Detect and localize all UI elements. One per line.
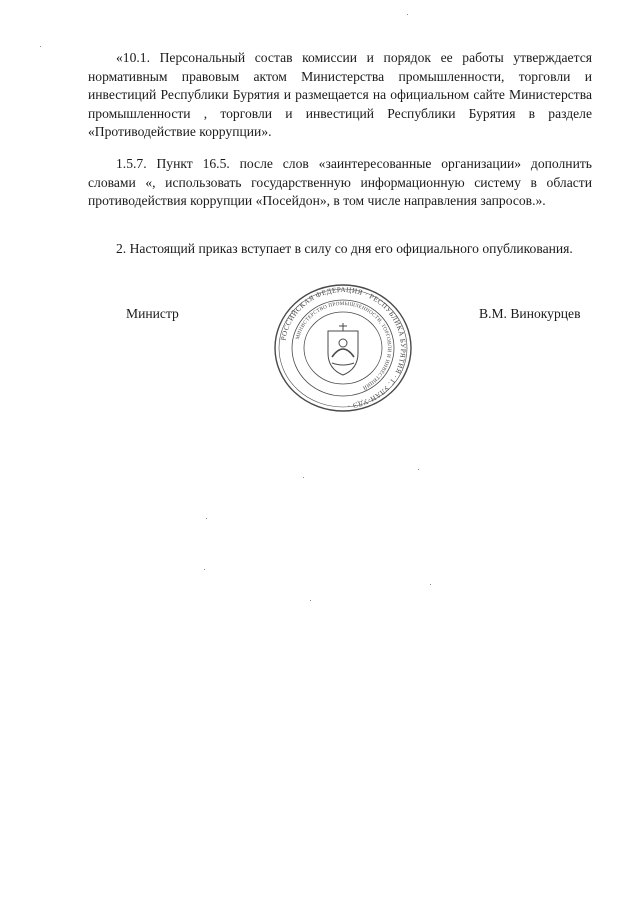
- stamp-outer-text: РОССИЙСКАЯ ФЕДЕРАЦИЯ · РЕСПУБЛИКА БУРЯТИЯ · Г. УЛАН-УДЭ ·: [279, 285, 408, 410]
- paragraph-1-5-7: 1.5.7. Пункт 16.5. после слов «заинтересованные организации» дополнить словами «, использовать государственную информационную систему в области противодействия коррупции «Посейдон», в том числе направления запросов.».: [88, 156, 592, 209]
- paragraph-10-1: «10.1. Персональный состав комиссии и порядок ее работы утверждается нормативным правовым актом Министерства промышленности, торговли и инвестиций Республики Бурятия и размещается на официальном сайте Министерства промышленности , торговли и инвестиций Республики Бурятия в разделе «Противодействие коррупции».: [88, 50, 592, 140]
- stamp-inner-text: МИНИСТЕРСТВО ПРОМЫШЛЕННОСТИ, ТОРГОВЛИ И ИНВЕСТИЦИЙ: [294, 300, 393, 391]
- paragraph-effective-date: 2. Настоящий приказ вступает в силу со дня его официального опубликования.: [116, 241, 573, 256]
- signature-name: В.М. Винокурцев: [479, 306, 581, 321]
- signature-title: Министр: [126, 306, 179, 321]
- official-seal-stamp: [272, 283, 414, 413]
- coat-of-arms-emblem: [328, 323, 358, 375]
